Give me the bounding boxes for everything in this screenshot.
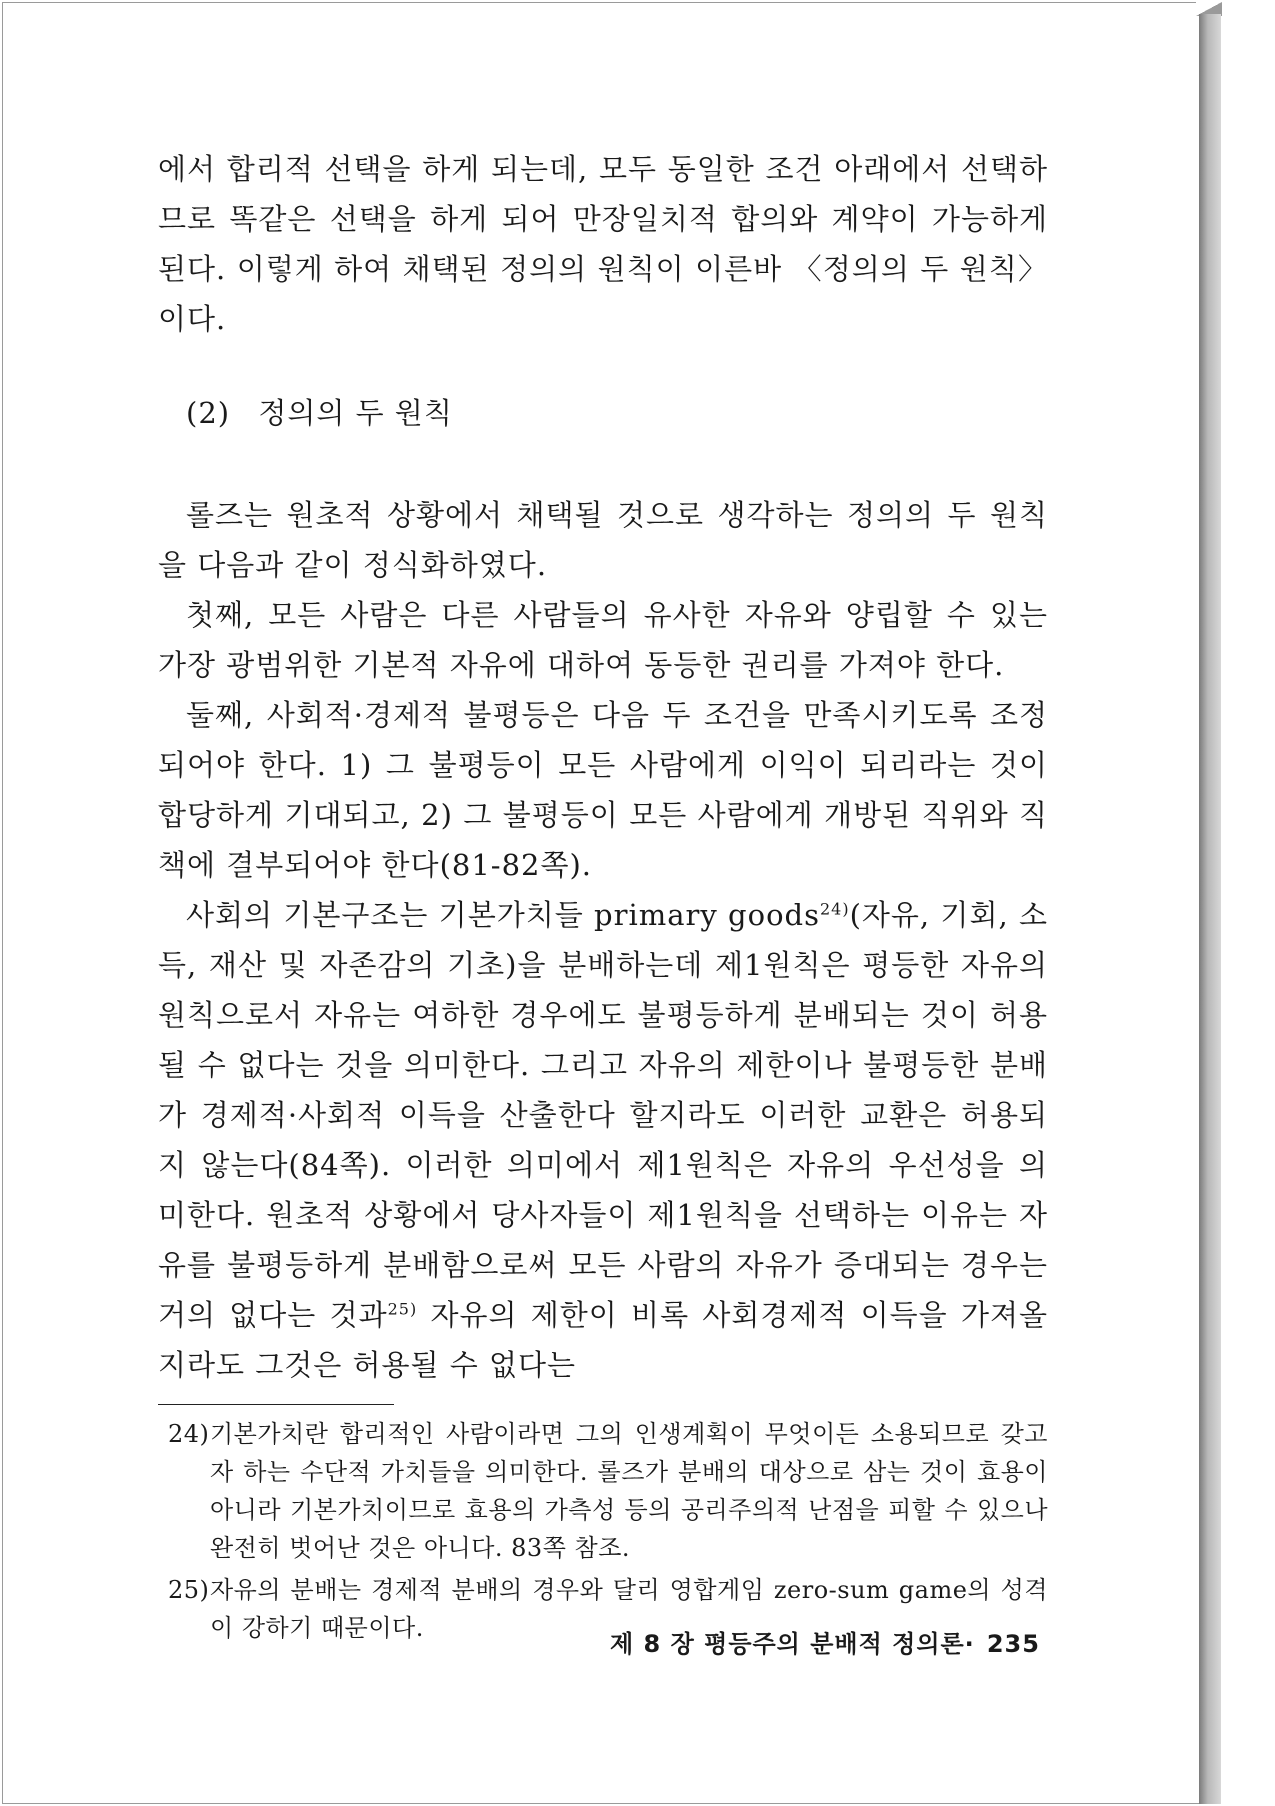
footnote-number: 25) [168, 1576, 210, 1604]
paragraph-1: 에서 합리적 선택을 하게 되는데, 모두 동일한 조건 아래에서 선택하므로 똑같은 선택을 하게 되어 만장일치적 합의와 계약이 가능하게 된다. 이렇게 하여 채택된 정의의 원칙이 이른바 〈정의의 두 원칙〉이다. [158, 152, 1048, 336]
page-edge-shadow [1199, 14, 1221, 1804]
paragraph-2: 롤즈는 원초적 상황에서 채택될 것으로 생각하는 정의의 두 원칙을 다음과 같이 정식화하였다. [158, 498, 1048, 582]
footnote-divider [158, 1404, 394, 1405]
footnote-ref-24: 24) [819, 899, 850, 919]
footnote-text: 자유의 분배는 경제적 분배의 경우와 달리 영합게임 zero-sum game의 성격이 강하기 때문이다. [210, 1576, 1048, 1642]
paragraph-5-part-a: 사회의 기본구조는 기본가치들 primary goods [186, 898, 820, 932]
section-title: 정의의 두 원칙 [258, 396, 453, 430]
footnote-24 [158, 1415, 1048, 1567]
paragraph-5-part-b: (자유, 기회, 소득, 재산 및 자존감의 기초)을 분배하는데 제1원칙은 평등한 자유의 원칙으로서 자유는 여하한 경우에도 불평등하게 분배되는 것이 허용될 수 없다는 것을 의미한다. 그리고 자유의 제한이나 불평등한 분배가 경제적·사회적 이득을 산출한다 할지라도 이러한 교환은 허용되지 않는다(84쪽). 이러한 의미에서 제1원칙은 자유의 우선성을 의미한다. 원초적 상황에서 당사자들이 제1원칙을 선택하는 이유는 자유를 불평등하게 분배함으로써 모든 사람의 자유가 증대되는 경우는 거의 없다는 것과 [158, 898, 1048, 1332]
paragraph-3: 첫째, 모든 사람은 다른 사람들의 유사한 자유와 양립할 수 있는 가장 광범위한 기본적 자유에 대하여 동등한 권리를 가져야 한다. [158, 598, 1048, 682]
footnote-number: 24) [168, 1420, 210, 1448]
page-content [158, 144, 1048, 1647]
page-number: 235 [986, 1630, 1040, 1658]
chapter-title: 제 8 장 평등주의 분배적 정의론· [610, 1630, 975, 1658]
footnote-text: 기본가치란 합리적인 사람이라면 그의 인생계획이 무엇이든 소용되므로 갖고자 하는 수단적 가치들을 의미한다. 롤즈가 분배의 대상으로 삼는 것이 효용이 아니라 기본가치이므로 효용의 가측성 등의 공리주의적 난점을 피할 수 있으나 완전히 벗어난 것은 아니다. 83쪽 참조. [210, 1420, 1048, 1562]
paragraph-4: 둘째, 사회적·경제적 불평등은 다음 두 조건을 만족시키도록 조정되어야 한다. 1) 그 불평등이 모든 사람에게 이익이 되리라는 것이 합당하게 기대되고, 2) 그 불평등이 모든 사람에게 개방된 직위와 직책에 결부되어야 한다(81-82쪽). [158, 698, 1048, 882]
paragraph-5-part-c: 자유의 제한이 비록 사회경제적 이득을 가져올지라도 그것은 허용될 수 없다는 [158, 1298, 1048, 1382]
section-heading [186, 388, 1048, 438]
section-number: (2) [186, 396, 231, 430]
footnote-ref-25: 25) [387, 1299, 418, 1319]
paragraph-5 [158, 890, 1048, 1390]
running-footer [610, 1624, 1040, 1659]
